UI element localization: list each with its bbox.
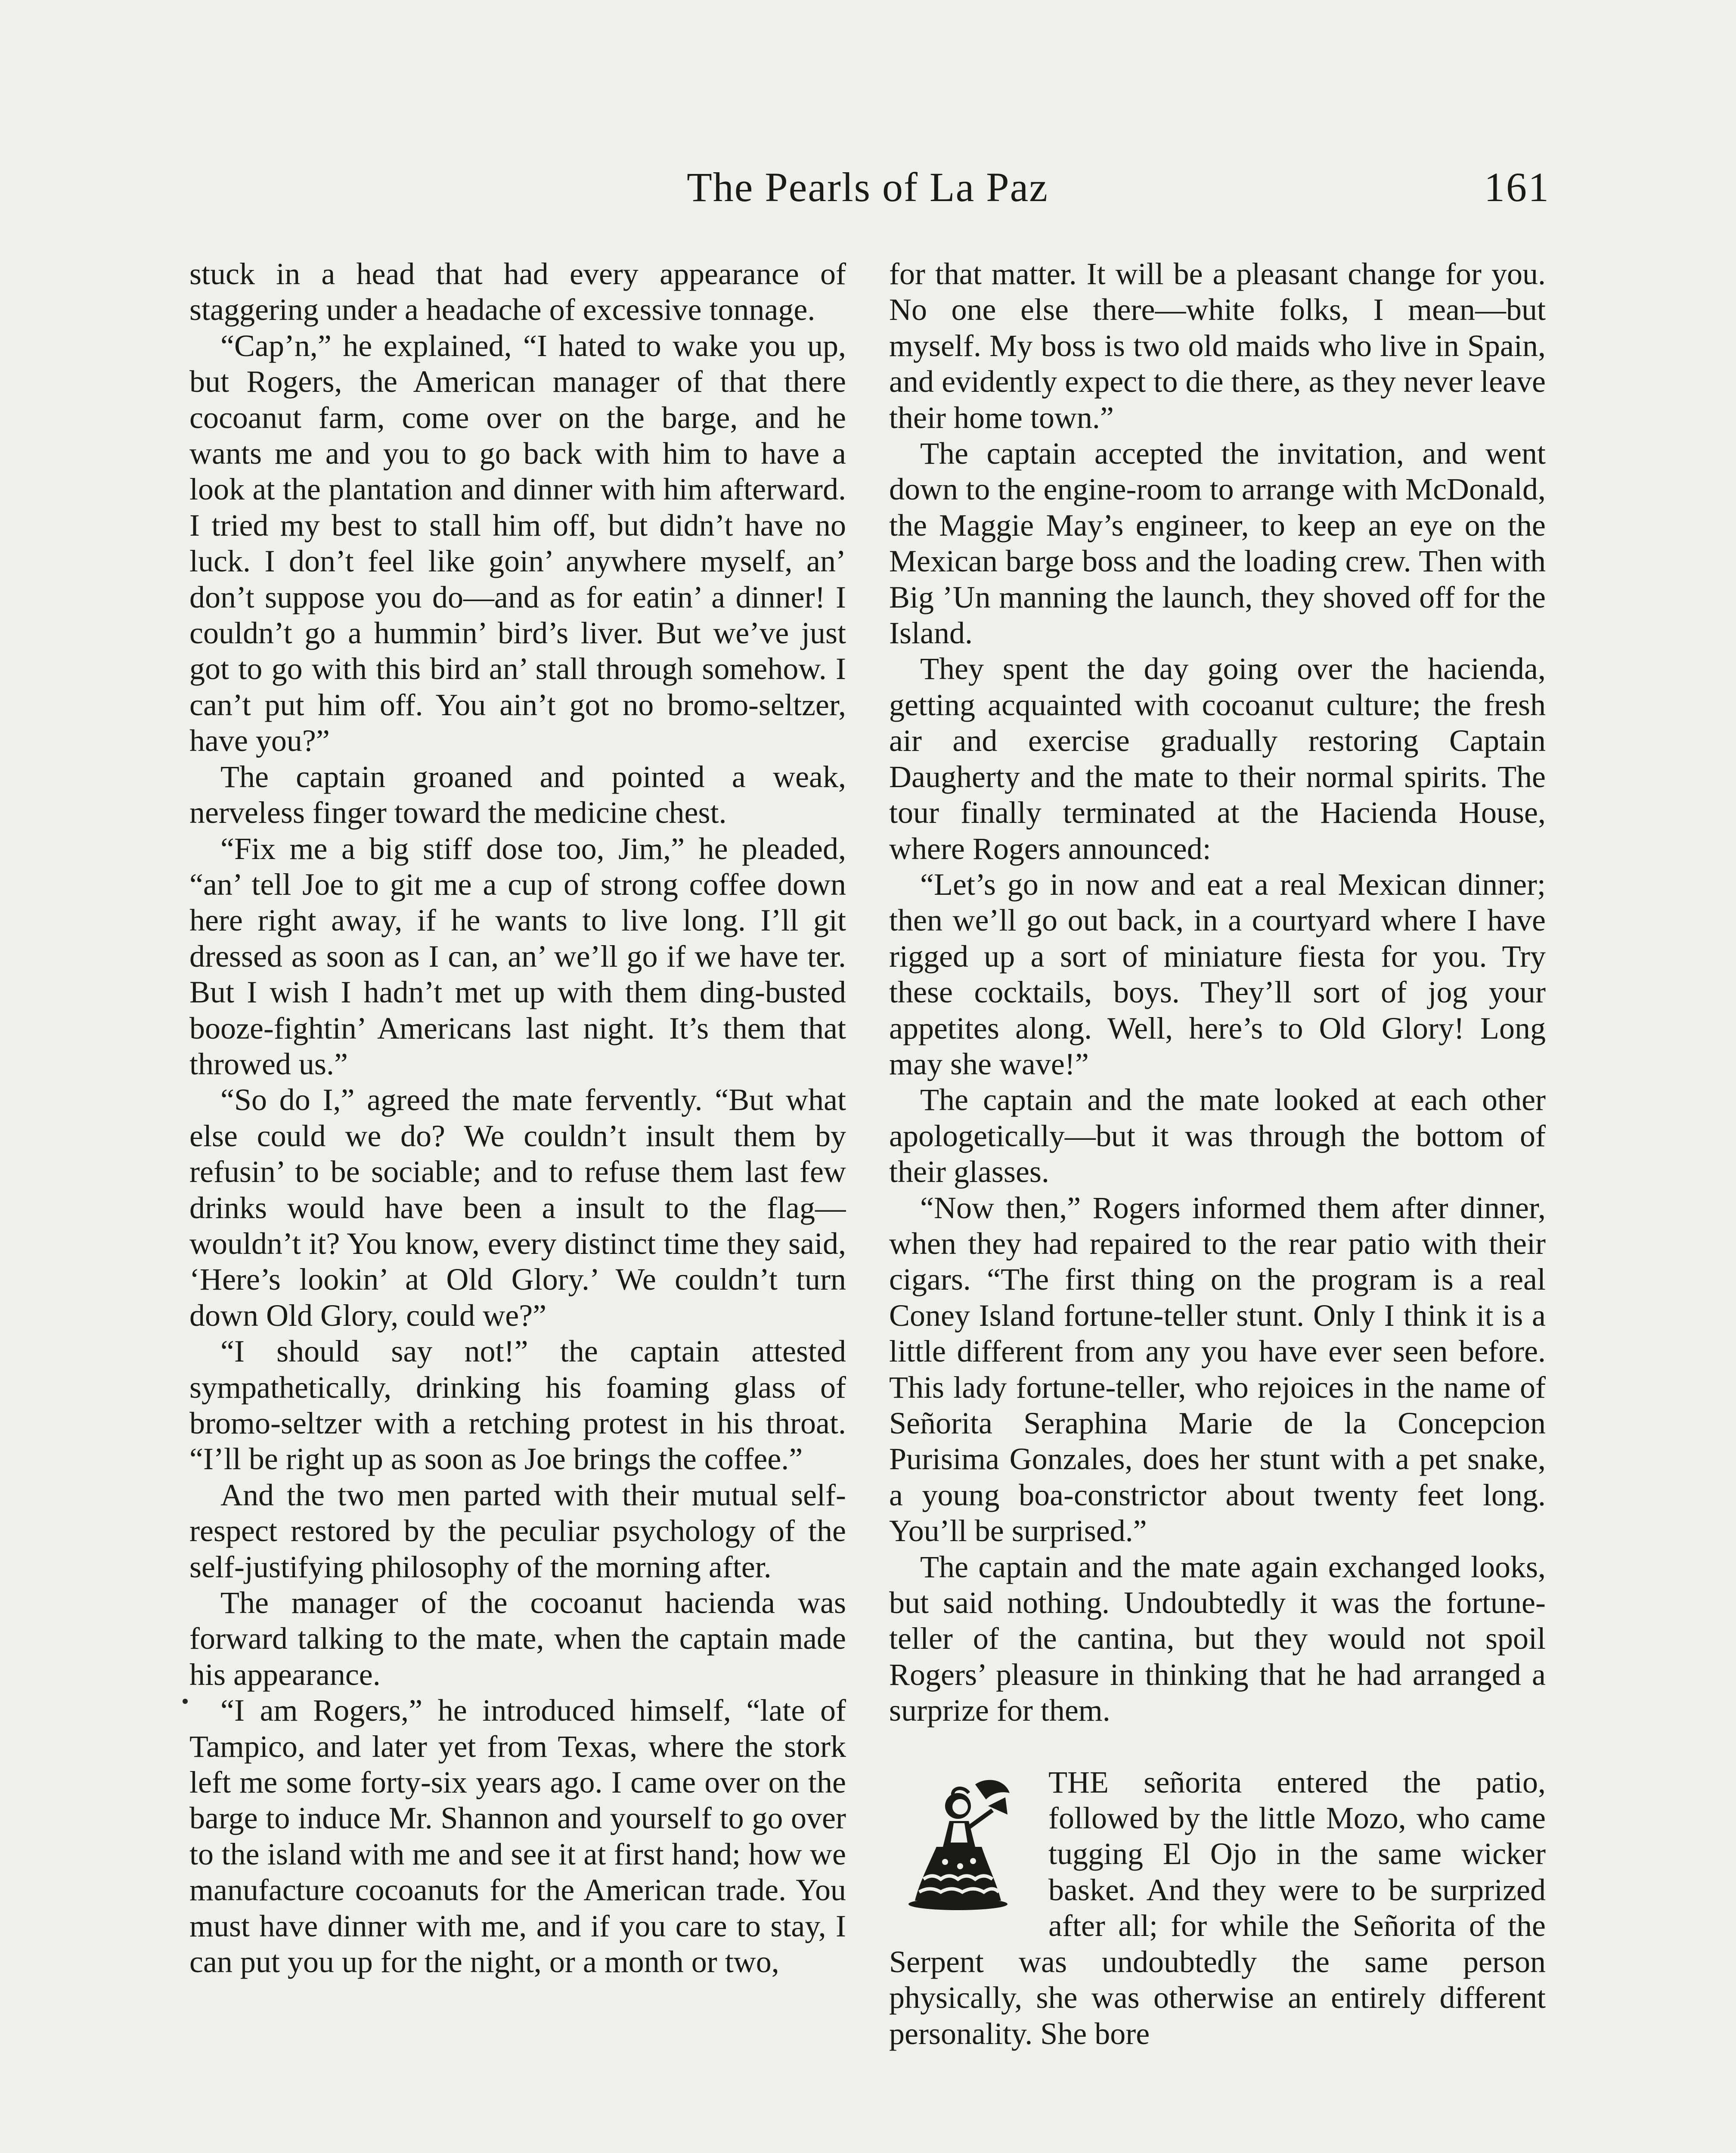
paragraph: The captain accepted the invitation, and went down to the engine-room to arrange with McDonald, the Maggie May’s engineer, to keep an eye on the Mexican barge boss and the loading crew. Then with Big ’Un manning the launch, they shoved off for the Island. — [889, 436, 1546, 651]
section-paragraph: THE señorita entered the patio, followed by the little Mozo, who came tugging El Ojo in the same wicker basket. And they were to be surprized after all; for while the Señorita of the Serpent was undoubtedly the same person physically, she was otherwise an entirely different personality. She bore — [889, 1765, 1546, 2051]
paragraph: “Now then,” Rogers informed them after dinner, when they had repaired to the rear patio with their cigars. “The first thing on the program is a real Coney Island fortune-teller stunt. Only I think it is a little different from any you have ever seen before. This lady fortune-teller, who rejoices in the name of Señorita Seraphina Marie de la Concepcion Purisima Gonzales, does her stunt with a pet snake, a young boa-constrictor about twenty feet long. You’ll be surprised.” — [889, 1190, 1546, 1548]
paragraph: The captain groaned and pointed a weak, nerveless finger toward the medicine chest. — [189, 759, 846, 830]
article-body — [189, 256, 1546, 2153]
paragraph: “Let’s go in now and eat a real Mexican dinner; then we’ll go out back, in a courtyard where I have rigged up a sort of miniature fiesta for you. Try these cocktails, boys. They’ll sort of jog your appetites along. Well, here’s to Old Glory! Long may she wave!” — [889, 867, 1546, 1081]
paragraph: stuck in a head that had every appearance of staggering under a headache of excessive tonnage. — [189, 257, 846, 327]
paragraph: “So do I,” agreed the mate fervently. “But what else could we do? We couldn’t insult them by refusin’ to be sociable; and to refuse them last few drinks would have been a insult to the flag—wouldn’t it? You know, every distinct time they said, ‘Here’s lookin’ at Old Glory.’ We couldn’t turn down Old Glory, could we?” — [189, 1083, 846, 1333]
paragraph: “Cap’n,” he explained, “I hated to wake you up, but Rogers, the American manager of that there cocoanut farm, come over on the barge, and he wants me and you to go back with him to have a look at the plantation and dinner with him afterward. I tried my best to stall him off, but didn’t have no luck. I don’t feel like goin’ anywhere myself, an’ don’t suppose you do—and as for eatin’ a dinner! I couldn’t go a hummin’ bird’s liver. But we’ve just got to go with this bird an’ stall through somehow. I can’t put him off. You ain’t got no bromo-seltzer, have you?” — [189, 328, 846, 758]
running-title: The Pearls of La Paz — [687, 164, 1048, 210]
paragraph: “Fix me a big stiff dose too, Jim,” he pleaded, “an’ tell Joe to git me a cup of strong coffee down here right away, if he wants to live long. I’ll git dressed as soon as I can, an’ we’ll go if we have ter. But I wish I hadn’t met up with them ding-busted booze-fightin’ Americans last night. It’s them that throwed us.” — [189, 831, 846, 1081]
stray-ink-dot — [183, 1699, 188, 1704]
left-column — [189, 256, 846, 2153]
senorita-vignette-icon — [889, 1767, 1031, 1914]
paragraph: for that matter. It will be a pleasant change for you. No one else there—white folks, I mean—but myself. My boss is two old maids who live in Spain, and evidently expect to die there, as they never leave their home town.” — [889, 257, 1546, 435]
paragraph: And the two men parted with their mutual self-respect restored by the peculiar psychology of the self-justifying philosophy of the morning after. — [189, 1477, 846, 1584]
section-opening — [889, 1765, 1546, 2052]
paragraph: The captain and the mate looked at each other apologetically—but it was through the bottom of their glasses. — [889, 1083, 1546, 1189]
page-header — [185, 153, 1550, 222]
page-number: 161 — [1484, 164, 1550, 210]
paragraph: “I am Rogers,” he introduced himself, “late of Tampico, and later yet from Texas, where the stork left me some forty-six years ago. I came over on the barge to induce Mr. Shannon and yourself to go over to the island with me and see it at first hand; how we manufacture cocoanuts for the American trade. You must have dinner with me, and if you care to stay, I can put you up for the night, or a month or two, — [189, 1693, 846, 1979]
right-column — [889, 256, 1546, 2153]
paragraph: The captain and the mate again exchanged looks, but said nothing. Undoubtedly it was the fortune-teller of the cantina, but they would not spoil Rogers’ pleasure in thinking that he had arranged a surprize for them. — [889, 1549, 1546, 1728]
paragraph: They spent the day going over the hacienda, getting acquainted with cocoanut culture; the fresh air and exercise gradually restoring Captain Daugherty and the mate to their normal spirits. The tour finally terminated at the Hacienda House, where Rogers announced: — [889, 651, 1546, 866]
paragraph: “I should say not!” the captain attested sympathetically, drinking his foaming glass of bromo-seltzer with a retching protest in his throat. “I’ll be right up as soon as Joe brings the coffee.” — [189, 1334, 846, 1477]
paragraph: The manager of the cocoanut hacienda was forward talking to the mate, when the captain made his appearance. — [189, 1585, 846, 1692]
right-column-paragraphs — [889, 256, 1546, 1729]
